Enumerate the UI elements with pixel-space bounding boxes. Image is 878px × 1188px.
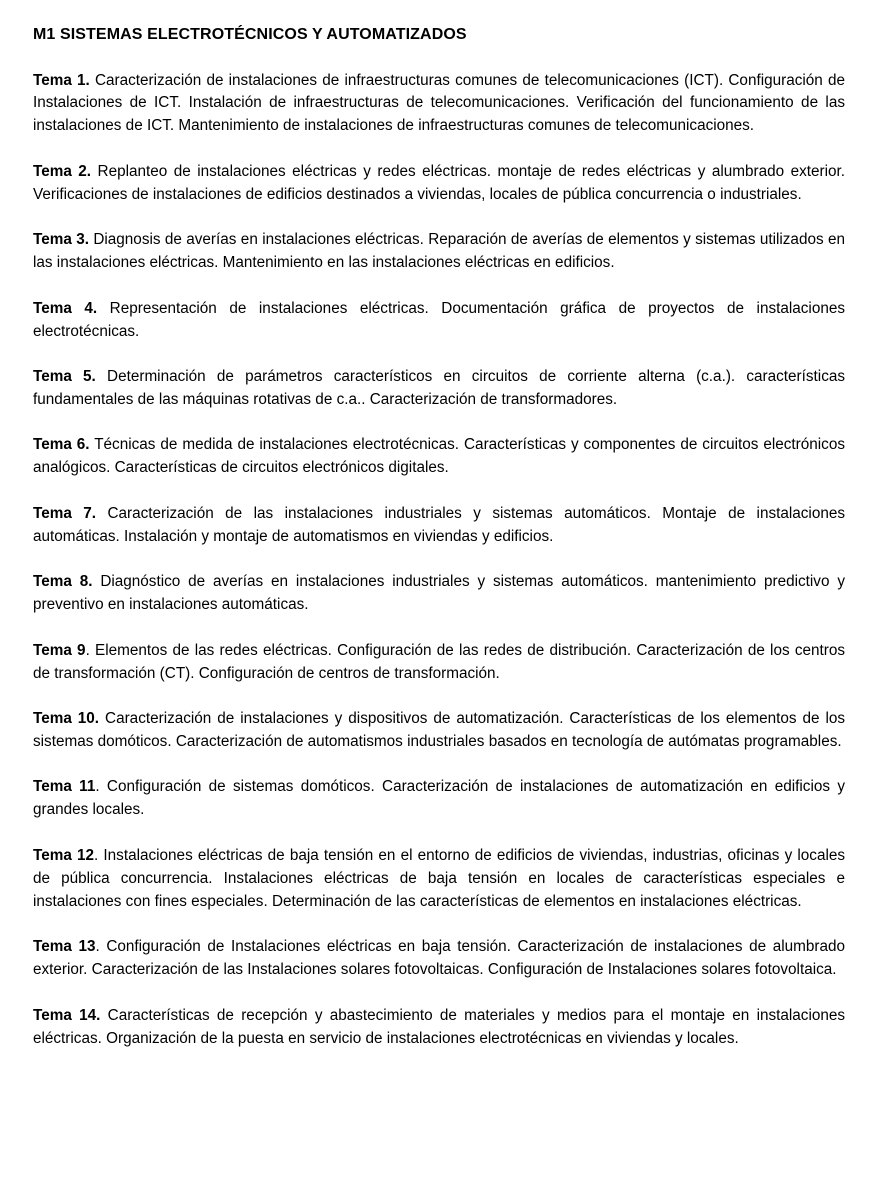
tema-13-label: Tema 13: [33, 938, 96, 956]
tema-7-paragraph: [33, 503, 845, 549]
tema-11-paragraph: [33, 776, 845, 822]
tema-12-paragraph: [33, 845, 845, 914]
tema-12-label: Tema 12: [33, 846, 95, 864]
tema-10-label: Tema 10.: [33, 710, 100, 728]
document-title: M1 SISTEMAS ELECTROTÉCNICOS Y AUTOMATIZADOS: [33, 26, 467, 43]
tema-9-label: Tema 9: [33, 641, 86, 659]
tema-2-paragraph: [33, 161, 845, 207]
tema-11-label: Tema 11: [33, 778, 96, 796]
tema-6-paragraph: [33, 434, 845, 480]
tema-2-body: Replanteo de instalaciones eléctricas y redes eléctricas. montaje de redes eléctricas y alumbrado exterior. Verificaciones de instalaciones de edificios destinados a viviendas, locales de pública concurrencia o industriales.: [33, 162, 845, 203]
tema-14-paragraph: [33, 1005, 845, 1051]
tema-2-label: Tema 2.: [33, 162, 92, 180]
tema-6-body: Técnicas de medida de instalaciones electrotécnicas. Características y componentes de circuitos electrónicos analógicos. Características de circuitos electrónicos digitales.: [33, 436, 845, 477]
tema-14-body: Características de recepción y abastecimiento de materiales y medios para el montaje en instalaciones eléctricas. Organización de la puesta en servicio de instalaciones electrotécnicas en viviendas y locales.: [33, 1006, 846, 1047]
tema-8-paragraph: [33, 571, 845, 617]
tema-6-label: Tema 6.: [33, 436, 90, 454]
tema-1-paragraph: [33, 70, 845, 139]
tema-9-body: . Elementos de las redes eléctricas. Configuración de las redes de distribución. Caracterización de los centros de transformación (CT). Configuración de centros de transformación.: [33, 641, 845, 682]
tema-12-body: . Instalaciones eléctricas de baja tensión en el entorno de edificios de viviendas, industrias, oficinas y locales de pública concurrencia. Instalaciones eléctricas de baja tensión en locales de características especiales e instalaciones con fines especiales. Determinación de las características de elementos en instalaciones eléctricas.: [33, 846, 846, 910]
tema-11-body: . Configuración de sistemas domóticos. Caracterización de instalaciones de automatización en edificios y grandes locales.: [33, 778, 845, 819]
tema-1-label: Tema 1.: [33, 71, 90, 89]
tema-14-label: Tema 14.: [33, 1006, 101, 1024]
tema-8-body: Diagnóstico de averías en instalaciones industriales y sistemas automáticos. mantenimiento predictivo y preventivo en instalaciones automáticas.: [33, 573, 845, 614]
tema-13-paragraph: [33, 936, 845, 982]
tema-5-body: Determinación de parámetros característicos en circuitos de corriente alterna (c.a.). características fundamentales de las máquinas rotativas de c.a.. Caracterización de transformadores.: [33, 368, 845, 408]
tema-3-paragraph: [33, 229, 845, 275]
tema-7-body: Caracterización de las instalaciones industriales y sistemas automáticos. Montaje de instalaciones automáticas. Instalación y montaje de automatismos en viviendas y edificios.: [33, 504, 845, 545]
tema-3-label: Tema 3.: [33, 231, 89, 249]
tema-8-label: Tema 8.: [33, 573, 93, 591]
tema-5-paragraph: [33, 366, 845, 412]
tema-10-paragraph: [33, 708, 845, 754]
tema-4-label: Tema 4.: [33, 299, 98, 317]
tema-4-paragraph: [33, 298, 845, 344]
tema-13-body: . Configuración de Instalaciones eléctricas en baja tensión. Caracterización de instalaciones de alumbrado exterior. Caracterización de las Instalaciones solares fotovoltaicas. Configuración de Instalaciones solares fotovoltaica.: [33, 938, 846, 979]
tema-9-paragraph: [33, 640, 845, 686]
tema-3-body: Diagnosis de averías en instalaciones eléctricas. Reparación de averías de elementos y sistemas utilizados en las instalaciones eléctricas. Mantenimiento en las instalaciones eléctricas en edificios.: [33, 231, 845, 272]
tema-5-label: Tema 5.: [33, 368, 96, 386]
tema-4-body: Representación de instalaciones eléctricas. Documentación gráfica de proyectos de instalaciones electrotécnicas.: [33, 299, 845, 340]
tema-10-body: Caracterización de instalaciones y dispositivos de automatización. Características de los elementos de los sistemas domóticos. Caracterización de automatismos industriales basados en tecnología de autómatas programables.: [33, 710, 845, 750]
tema-7-label: Tema 7.: [33, 504, 97, 522]
tema-1-body: Caracterización de instalaciones de infraestructuras comunes de telecomunicaciones (ICT). Configuración de Instalaciones de ICT. Instalación de infraestructuras de telecomunicaciones. Verificación del funcionamiento de las instalaciones de ICT. Mantenimiento de instalaciones de infraestructuras comunes de telecomunicaciones.: [33, 71, 845, 135]
